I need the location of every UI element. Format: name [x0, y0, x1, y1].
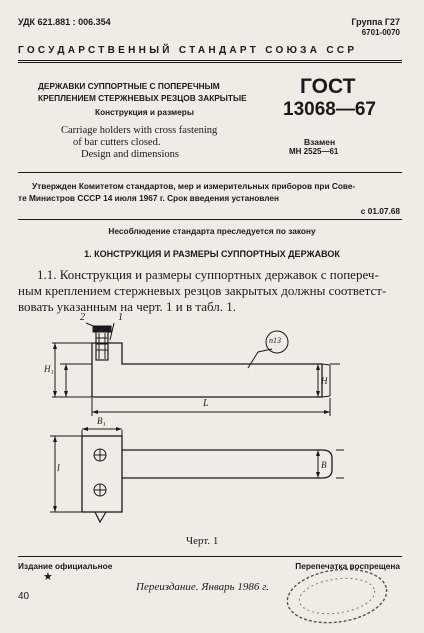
- law-warning: Несоблюдение стандарта преследуется по закону: [108, 226, 316, 236]
- banner-rule-1: [18, 60, 402, 61]
- banner-rule-2: [18, 62, 402, 63]
- okstu-code: 6701-0070: [361, 28, 400, 37]
- title-en-line2: of bar cutters closed.: [73, 137, 161, 148]
- group-code: Группа Г27: [351, 17, 400, 27]
- dim-B1: B₁: [97, 416, 106, 426]
- approval-line2: те Министров СССР 14 июля 1967 г. Срок введения установлен: [18, 193, 280, 203]
- title-ru-line1: ДЕРЖАВКИ СУППОРТНЫЕ С ПОПЕРЕЧНЫМ: [38, 81, 220, 91]
- subtitle-ru: Конструкция и размеры: [95, 107, 194, 117]
- dim-L: L: [203, 398, 209, 409]
- title-rule: [18, 172, 402, 173]
- state-standard-banner: ГОСУДАРСТВЕННЫЙ СТАНДАРТ СОЮЗА ССР: [18, 45, 358, 56]
- approval-rule: [18, 219, 402, 220]
- dim-H: H: [321, 376, 328, 386]
- para-line3: вовать указанным на черт. 1 и в табл. 1.: [18, 299, 237, 314]
- holder-top-view: [50, 429, 344, 522]
- title-en-line1: Carriage holders with cross fastening: [61, 125, 218, 136]
- reissue-note: Переиздание. Январь 1986 г.: [136, 581, 270, 593]
- figure-caption: Черт. 1: [186, 535, 219, 547]
- udk-code: УДК 621.881 : 006.354: [18, 17, 111, 27]
- title-en-line3: Design and dimensions: [81, 149, 179, 160]
- reprint-banned: Перепечатка воспрещена: [295, 561, 400, 571]
- holder-side-view: [52, 323, 340, 416]
- effective-date: с 01.07.68: [360, 206, 400, 216]
- official-edition: Издание официальное: [18, 561, 113, 571]
- gost-number: 13068—67: [283, 99, 376, 120]
- para-line1: 1.1. Конструкция и размеры суппортных державок с попереч-: [37, 267, 379, 282]
- page-number: 40: [18, 591, 30, 602]
- library-stamp: [282, 565, 392, 627]
- star-icon: ★: [43, 571, 53, 583]
- dim-B: B: [321, 460, 327, 470]
- dim-l: l: [57, 463, 60, 474]
- section-title: 1. КОНСТРУКЦИЯ И РАЗМЕРЫ СУППОРТНЫХ ДЕРЖАВОК: [84, 249, 340, 259]
- footer-rule: [18, 556, 402, 557]
- technical-drawing: [0, 310, 424, 540]
- replace-value: МН 2525—61: [289, 147, 339, 156]
- callout-1: 1: [118, 312, 123, 323]
- replace-label: Взамен: [304, 137, 336, 147]
- gost-label: ГОСТ: [300, 75, 356, 98]
- title-ru-line2: КРЕПЛЕНИЕМ СТЕРЖНЕВЫХ РЕЗЦОВ ЗАКРЫТЫЕ: [38, 93, 247, 103]
- approval-line1: Утвержден Комитетом стандартов, мер и измерительных приборов при Сове-: [32, 181, 356, 191]
- callout-2: 2: [80, 312, 85, 323]
- roughness-label: n13: [269, 336, 281, 345]
- para-line2: ным креплением стержневых резцов закрытых должны соответст-: [18, 283, 387, 298]
- dim-H1: H₁: [44, 364, 54, 374]
